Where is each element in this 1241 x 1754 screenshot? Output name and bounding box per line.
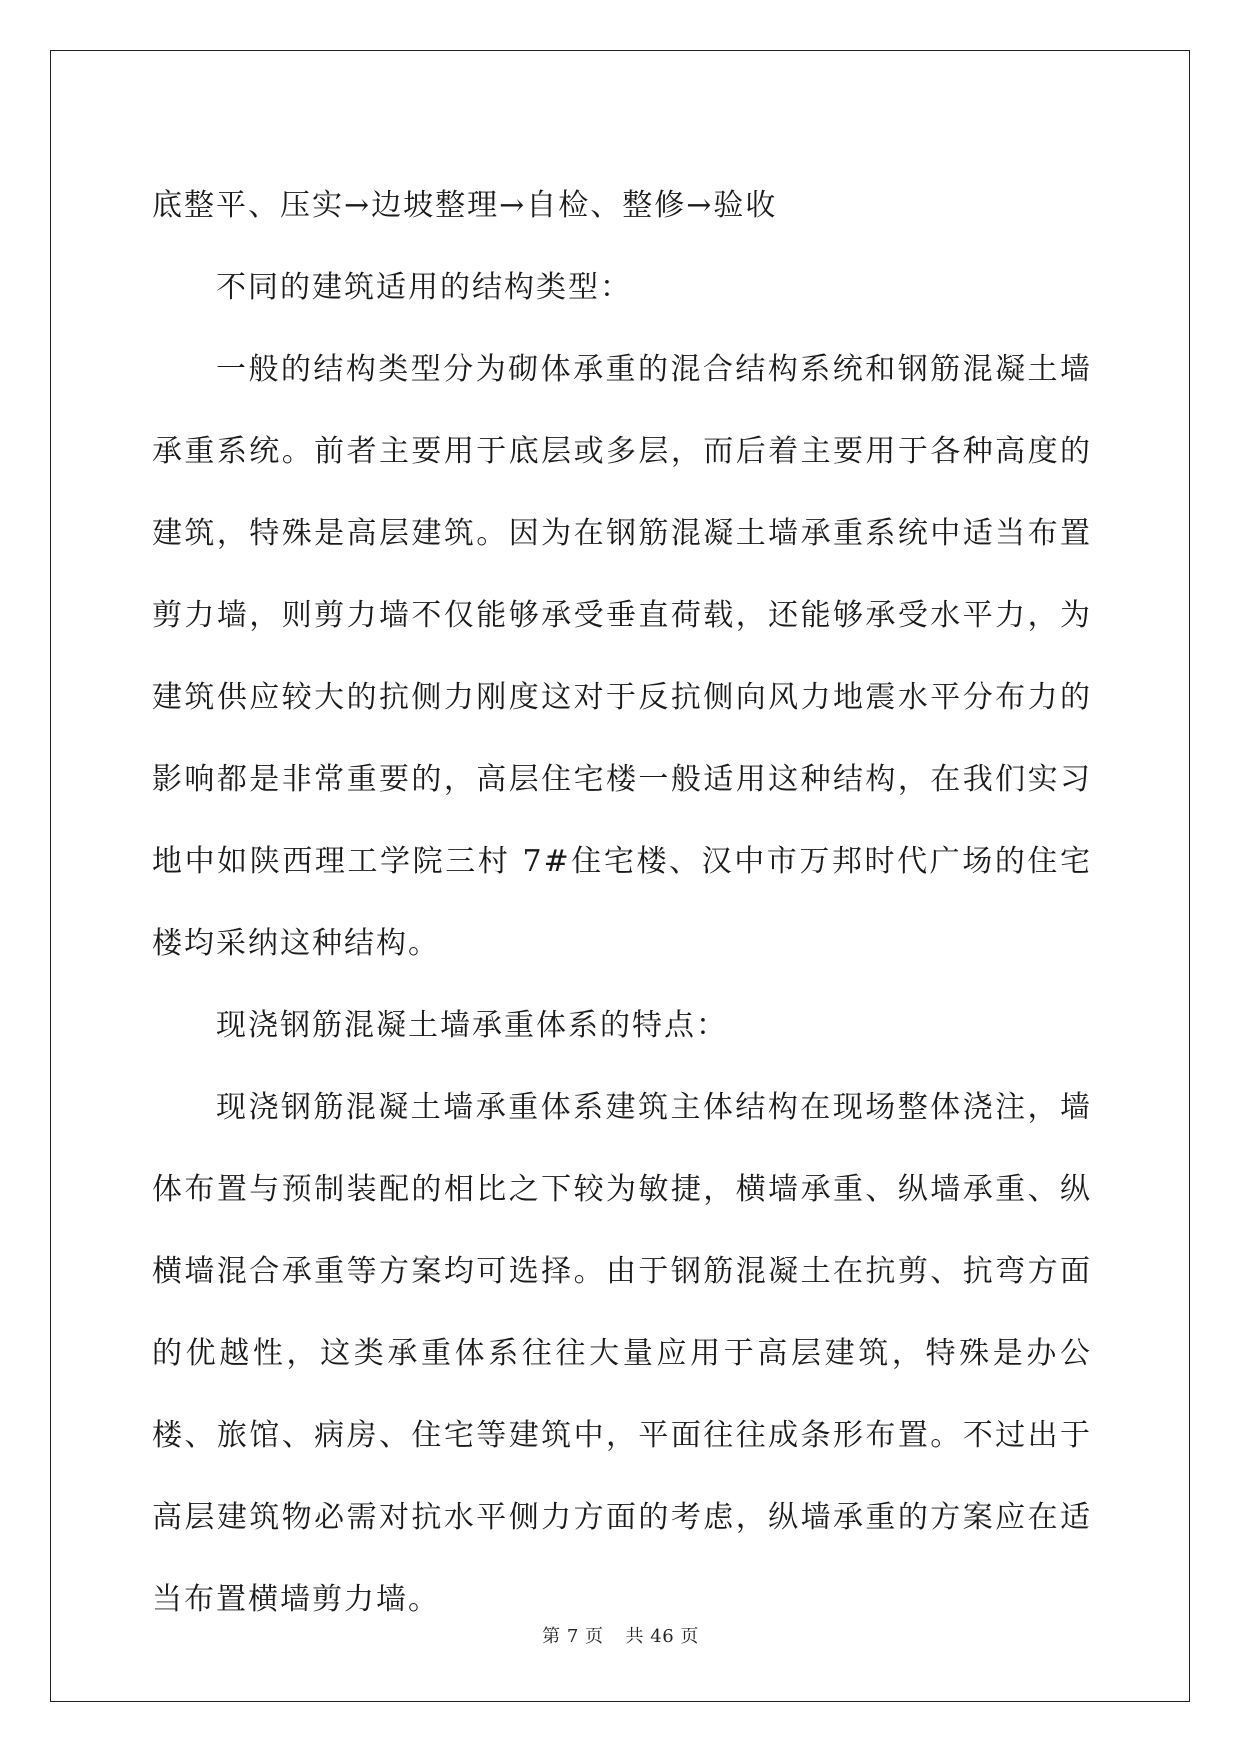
page-total: 共 46 页 (625, 1626, 699, 1647)
document-body (152, 165, 1092, 1641)
page-footer (0, 1622, 1241, 1648)
paragraph-process-steps: 底整平、压实→边坡整理→自检、整修→验收 (152, 188, 778, 223)
page-number: 第 7 页 (542, 1626, 604, 1647)
paragraph-cast-in-place-heading: 现浇钢筋混凝土墙承重体系的特点： (216, 1008, 728, 1043)
paragraph-cast-in-place-body: 现浇钢筋混凝土墙承重体系建筑主体结构在现场整体浇注，墙体布置与预制装配的相比之下较为敏捷，横墙承重、纵墙承重、纵横墙混合承重等方案均可选择。由于钢筋混凝土在抗剪、抗弯方面的优越性，这类承重体系往往大量应用于高层建筑，特殊是办公楼、旅馆、病房、住宅等建筑中，平面往往成条形布置。不过出于高层建筑物必需对抗水平侧力方面的考虑，纵墙承重的方案应在适当布置横墙剪力墙。 (152, 1090, 1092, 1617)
paragraph-structure-types-body: 一般的结构类型分为砌体承重的混合结构系统和钢筋混凝土墙承重系统。前者主要用于底层或多层，而后着主要用于各种高度的建筑，特殊是高层建筑。因为在钢筋混凝土墙承重系统中适当布置剪力墙，则剪力墙不仅能够承受垂直荷载，还能够承受水平力，为建筑供应较大的抗侧力刚度这对于反抗侧向风力地震水平分布力的影响都是非常重要的，高层住宅楼一般适用这种结构，在我们实习地中如陕西理工学院三村 7#住宅楼、汉中市万邦时代广场的住宅楼均采纳这种结构。 (152, 352, 1092, 961)
paragraph-structure-types-heading: 不同的建筑适用的结构类型： (216, 270, 632, 305)
